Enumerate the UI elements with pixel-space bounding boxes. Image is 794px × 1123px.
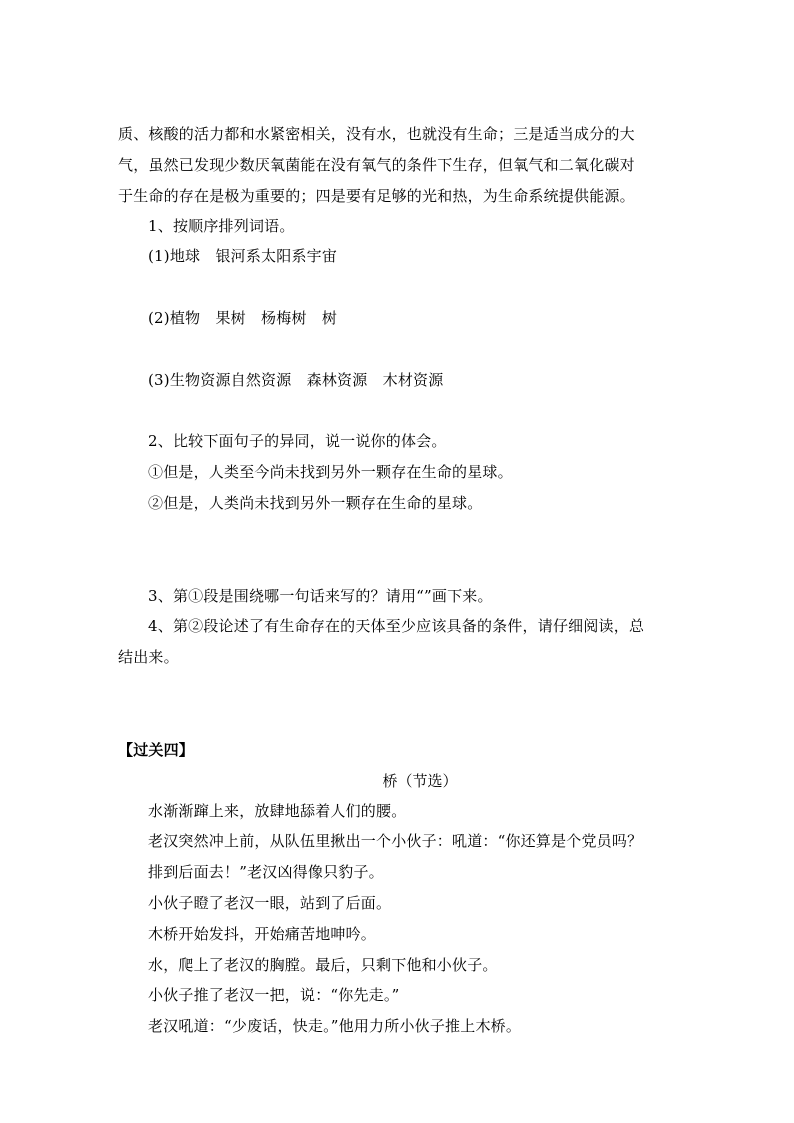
question-1-item-3: (3)生物资源自然资源 森林资源 木材资源: [148, 371, 444, 389]
question-4-line-1: 4、第②段论述了有生命存在的天体至少应该具备的条件，请仔细阅读，总: [148, 617, 645, 635]
passage-paragraph-4: 小伙子瞪了老汉一眼，站到了后面。: [148, 894, 392, 912]
passage-paragraph-8: 老汉吼道：“少废话，快走。”他用力所小伙子推上木桥。: [148, 1017, 522, 1035]
question-2-sentence-2: ②但是，人类尚未找到另外一颗存在生命的星球。: [148, 494, 483, 512]
intro-line-3: 于生命的存在是极为重要的；四是要有足够的光和热，为生命系统提供能源。: [118, 187, 635, 205]
question-1: 1、按顺序排列词语。: [148, 217, 295, 235]
question-2: 2、比较下面句子的异同，说一说你的体会。: [148, 432, 447, 450]
passage-paragraph-1: 水渐渐蹿上来，放肆地舔着人们的腰。: [148, 802, 407, 820]
passage-paragraph-7: 小伙子推了老汉一把，说：“你先走。”: [148, 986, 400, 1004]
question-1-item-1: (1)地球 银河系太阳系宇宙: [148, 247, 338, 265]
intro-line-2: 气，虽然已发现少数厌氧菌能在没有氧气的条件下生存，但氧气和二氧化碳对: [118, 156, 635, 174]
section-heading: 【过关四】: [118, 741, 195, 759]
passage-paragraph-5: 木桥开始发抖，开始痛苦地呻吟。: [148, 925, 377, 943]
question-3: 3、第①段是围绕哪一句话来写的？请用“”画下来。: [148, 587, 493, 605]
passage-paragraph-6: 水，爬上了老汉的胸膛。最后，只剩下他和小伙子。: [148, 956, 498, 974]
intro-line-1: 质、核酸的活力都和水紧密相关，没有水，也就没有生命；三是适当成分的大: [118, 125, 635, 143]
question-4-line-2: 结出来。: [118, 648, 179, 666]
passage-title-text: 桥（节选）: [382, 772, 458, 790]
question-1-item-2: (2)植物 果树 杨梅树 树: [148, 309, 338, 327]
passage-paragraph-2: 老汉突然冲上前，从队伍里揪出一个小伙子：吼道：“你还算是个党员吗？: [148, 832, 643, 850]
passage-title: [0, 771, 794, 791]
passage-paragraph-3: 排到后面去！”老汉凶得像只豹子。: [148, 863, 384, 881]
question-2-sentence-1: ①但是，人类至今尚未找到另外一颗存在生命的星球。: [148, 463, 513, 481]
